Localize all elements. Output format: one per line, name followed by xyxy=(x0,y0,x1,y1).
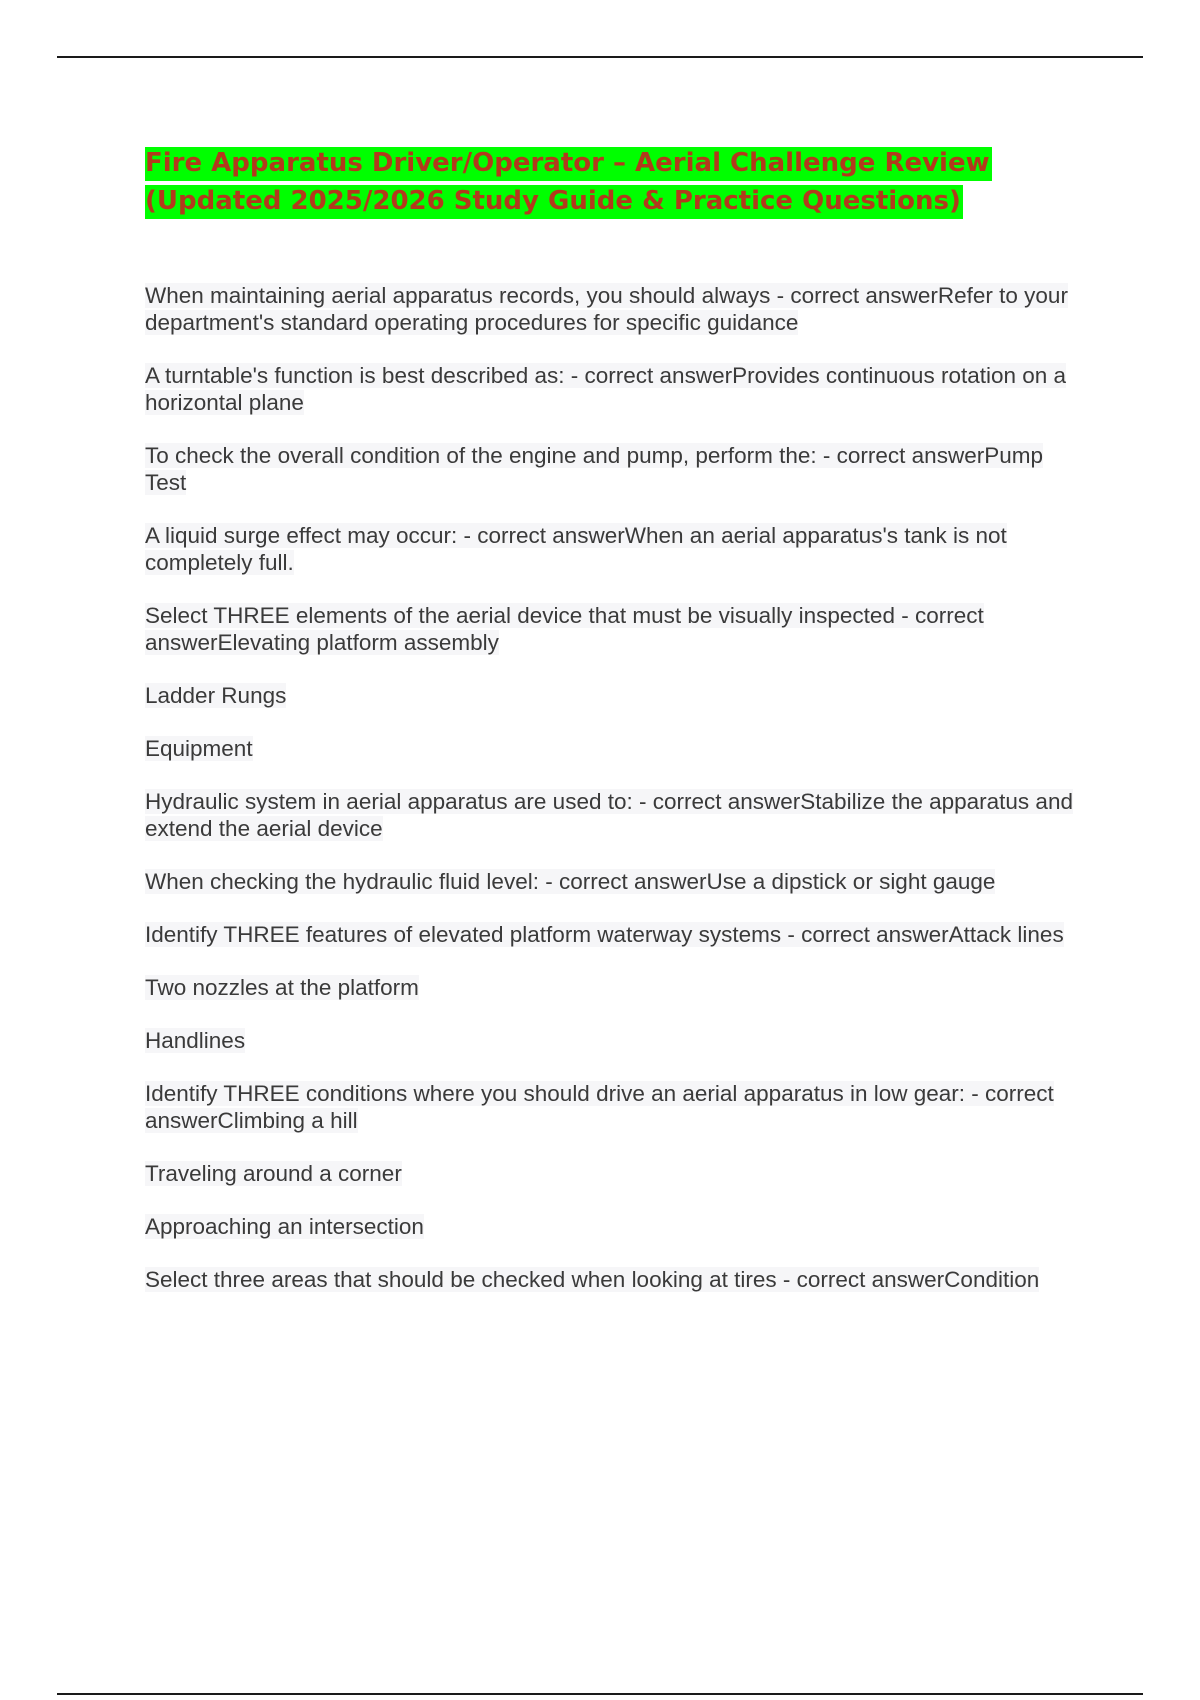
answer-paragraph xyxy=(145,1213,1085,1240)
question-paragraph xyxy=(145,362,1085,416)
document-title-text: Fire Apparatus Driver/Operator – Aerial Challenge Review (Updated 2025/2026 Study Guide & Practice Questions) xyxy=(145,147,992,219)
question-paragraph xyxy=(145,1080,1085,1134)
question-list xyxy=(145,282,1085,1293)
paragraph-text: Ladder Rungs xyxy=(145,683,287,708)
answer-paragraph xyxy=(145,974,1085,1001)
question-paragraph xyxy=(145,868,1085,895)
paragraph-text: Hydraulic system in aerial apparatus are used to: - correct answerStabilize the apparatus and extend the aerial device xyxy=(145,789,1073,841)
paragraph-text: Handlines xyxy=(145,1028,246,1053)
question-paragraph xyxy=(145,921,1085,948)
footer-rule xyxy=(57,1693,1143,1695)
paragraph-text: Identify THREE features of elevated platform waterway systems - correct answerAttack lines xyxy=(145,922,1064,947)
paragraph-text: Select three areas that should be checked when looking at tires - correct answerCondition xyxy=(145,1267,1040,1292)
paragraph-text: When maintaining aerial apparatus records, you should always - correct answerRefer to your department's standard operating procedures for specific guidance xyxy=(145,283,1068,335)
paragraph-text: To check the overall condition of the engine and pump, perform the: - correct answerPump Test xyxy=(145,443,1043,495)
paragraph-text: A turntable's function is best described as: - correct answerProvides continuous rotation on a horizontal plane xyxy=(145,363,1067,415)
answer-paragraph xyxy=(145,682,1085,709)
paragraph-text: Equipment xyxy=(145,736,253,761)
document-title xyxy=(145,144,1085,220)
paragraph-text: Traveling around a corner xyxy=(145,1161,402,1186)
paragraph-text: Two nozzles at the platform xyxy=(145,975,419,1000)
question-paragraph xyxy=(145,1266,1085,1293)
document-body xyxy=(145,144,1085,1319)
answer-paragraph xyxy=(145,1027,1085,1054)
answer-paragraph xyxy=(145,1160,1085,1187)
paragraph-text: Select THREE elements of the aerial device that must be visually inspected - correct answerElevating platform assembly xyxy=(145,603,984,655)
question-paragraph xyxy=(145,282,1085,336)
paragraph-text: Approaching an intersection xyxy=(145,1214,424,1239)
paragraph-text: Identify THREE conditions where you should drive an aerial apparatus in low gear: - correct answerClimbing a hill xyxy=(145,1081,1054,1133)
answer-paragraph xyxy=(145,735,1085,762)
header-rule xyxy=(57,56,1143,58)
question-paragraph xyxy=(145,602,1085,656)
paragraph-text: A liquid surge effect may occur: - correct answerWhen an aerial apparatus's tank is not completely full. xyxy=(145,523,1007,575)
question-paragraph xyxy=(145,442,1085,496)
question-paragraph xyxy=(145,788,1085,842)
paragraph-text: When checking the hydraulic fluid level: - correct answerUse a dipstick or sight gauge xyxy=(145,869,996,894)
question-paragraph xyxy=(145,522,1085,576)
